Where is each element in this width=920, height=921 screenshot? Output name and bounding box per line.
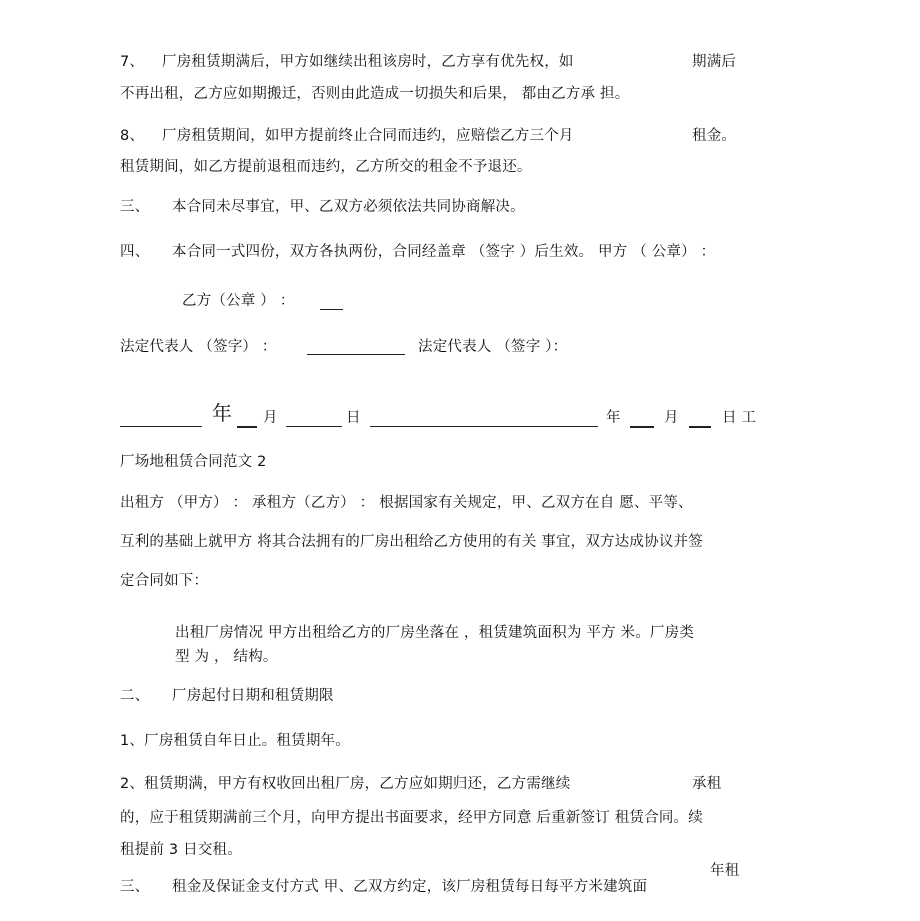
- section-3b-text: 租金及保证金支付方式 甲、乙双方约定，该厂房租赁每日每平方米建筑面: [172, 879, 648, 895]
- clause-7-text-end: 期满后: [692, 54, 737, 70]
- section-2-title: 厂房起付日期和租赁期限: [172, 688, 334, 704]
- clause-8-text: 厂房租赁期间，如甲方提前终止合同而违约，应赔偿乙方三个月: [162, 128, 574, 144]
- date-year-line-2: [370, 426, 598, 427]
- annual-rent-label: 年租: [710, 863, 740, 879]
- section-4-text: 本合同一式四份，双方各执两份，合同经盖章 （签字 ）后生效。 甲方 （ 公章） ：: [172, 244, 716, 260]
- clause-8-text-end: 租金。: [692, 128, 737, 144]
- clause-7-continuation: 不再出租，乙方应如期搬迁，否则由此造成一切损失和后果， 都由乙方承 担。: [120, 86, 630, 102]
- legal-rep-b-label: 法定代表人 （签字 ）：: [418, 339, 568, 355]
- parties-intro-line-2: 互利的基础上就甲方 将其合法拥有的厂房出租给乙方使用的有关 事宜，双方达成协议并签: [120, 534, 703, 550]
- party-b-seal-label: 乙方（公章 ） ：: [182, 293, 295, 309]
- factory-info-line-1: 出租厂房情况 甲方出租给乙方的厂房坐落在 ，租赁建筑面积为 平方 米。厂房类: [175, 625, 695, 641]
- section-4-number: 四、: [120, 244, 150, 260]
- parties-intro-line-3: 定合同如下：: [120, 573, 209, 589]
- date-day-line-2: [689, 426, 711, 428]
- factory-info-line-2: 型 为 ， 结构。: [175, 649, 278, 665]
- term-clause-2-line-2: 的，应于租赁期满前三个月，向甲方提出书面要求，经甲方同意 后重新签订 租赁合同。续: [120, 810, 703, 826]
- date-month-label-2: 月: [664, 410, 679, 426]
- section-2-number: 二、: [120, 688, 150, 704]
- clause-8-continuation: 租赁期间，如乙方提前退租而违约，乙方所交的租金不予退还。: [120, 159, 532, 175]
- date-month-label-1: 月: [263, 410, 278, 426]
- term-clause-2-line-3: 租提前 3 日交租。: [120, 842, 242, 858]
- section-3-text: 本合同未尽事宜，甲、乙双方必须依法共同协商解决。: [172, 199, 525, 215]
- clause-7-text: 厂房租赁期满后，甲方如继续出租该房时，乙方享有优先权，如: [162, 54, 574, 70]
- legal-rep-a-line: [307, 354, 405, 355]
- term-clause-2: 2、租赁期满，甲方有权收回出租厂房，乙方应如期归还，乙方需继续: [120, 776, 571, 792]
- date-day-label-2: 日 工: [722, 410, 757, 426]
- date-year-line-1: [120, 426, 202, 427]
- section-3-number: 三、: [120, 199, 150, 215]
- clause-8-number: 8、: [120, 128, 145, 144]
- document-2-title: 厂场地租赁合同范文 2: [120, 454, 267, 470]
- party-b-seal-line: [320, 309, 343, 310]
- legal-rep-a-label: 法定代表人 （签字） ：: [120, 339, 277, 355]
- date-month-line-1: [237, 426, 257, 428]
- term-clause-1: 1、厂房租赁自年日止。租赁期年。: [120, 733, 350, 749]
- date-day-label-1: 日: [346, 410, 361, 426]
- parties-intro-line-1: 出租方 （甲方） ： 承租方（乙方） ： 根据国家有关规定，甲、乙双方在自 愿、平等、: [120, 495, 693, 511]
- date-year-label-2: 年: [606, 410, 621, 426]
- clause-7-number: 7、: [120, 54, 145, 70]
- date-day-line-1: [286, 426, 342, 427]
- section-3b-number: 三、: [120, 879, 150, 895]
- date-year-label-1: 年: [212, 401, 233, 425]
- term-clause-2-end: 承租: [692, 776, 722, 792]
- date-month-line-2: [630, 426, 654, 428]
